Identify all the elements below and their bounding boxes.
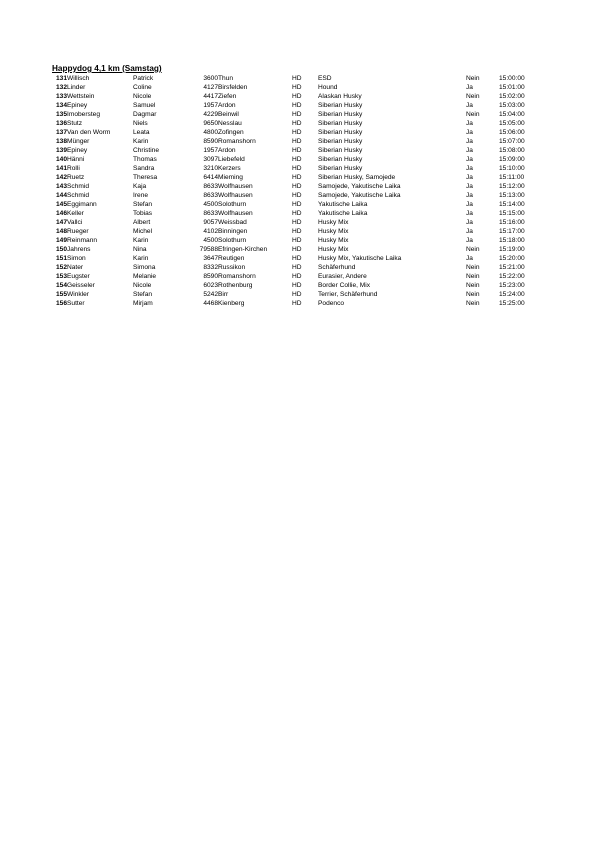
- start-time: 15:21:00: [499, 264, 525, 271]
- postal-code: 4417: [203, 93, 218, 100]
- postal-code: 8633: [203, 192, 218, 199]
- category: HD: [292, 246, 302, 253]
- last-name: Van den Worm: [67, 129, 111, 136]
- yes-no-flag: Ja: [466, 219, 473, 226]
- last-name: Willisch: [67, 75, 90, 82]
- start-number: 148: [55, 228, 67, 235]
- start-time: 15:12:00: [499, 183, 525, 190]
- table-row: [52, 209, 548, 218]
- yes-no-flag: Nein: [466, 291, 480, 298]
- first-name: Niels: [133, 120, 148, 127]
- yes-no-flag: Nein: [466, 246, 480, 253]
- last-name: Eggimann: [67, 201, 97, 208]
- yes-no-flag: Nein: [466, 282, 480, 289]
- yes-no-flag: Nein: [466, 264, 480, 271]
- yes-no-flag: Nein: [466, 75, 480, 82]
- category: HD: [292, 156, 302, 163]
- last-name: Reinmann: [67, 237, 98, 244]
- category: HD: [292, 237, 302, 244]
- city: Rothenburg: [218, 282, 253, 289]
- table-row: [52, 236, 548, 245]
- last-name: Keller: [67, 210, 84, 217]
- dog-breed: Husky Mix: [318, 228, 349, 235]
- start-number: 140: [55, 156, 67, 163]
- yes-no-flag: Ja: [466, 138, 473, 145]
- city: Kienberg: [218, 300, 245, 307]
- start-time: 15:02:00: [499, 93, 525, 100]
- dog-breed: Husky Mix, Yakutische Laika: [318, 255, 402, 262]
- postal-code: 3097: [203, 156, 218, 163]
- last-name: Schmid: [67, 192, 89, 199]
- city: Liebefeld: [218, 156, 245, 163]
- postal-code: 3600: [203, 75, 218, 82]
- table-row: [52, 128, 548, 137]
- start-number: 143: [55, 183, 67, 190]
- city: Reutigen: [218, 255, 245, 262]
- category: HD: [292, 273, 302, 280]
- start-time: 15:06:00: [499, 129, 525, 136]
- first-name: Melanie: [133, 273, 157, 280]
- city: Solothurn: [218, 201, 247, 208]
- category: HD: [292, 138, 302, 145]
- first-name: Patrick: [133, 75, 154, 82]
- category: HD: [292, 111, 302, 118]
- start-time: 15:04:00: [499, 111, 525, 118]
- postal-code: 9057: [203, 219, 218, 226]
- table-row: [52, 137, 548, 146]
- category: HD: [292, 282, 302, 289]
- category: HD: [292, 300, 302, 307]
- start-time: 15:05:00: [499, 120, 525, 127]
- postal-code: 4102: [203, 228, 218, 235]
- last-name: Jahrens: [67, 246, 91, 253]
- start-time: 15:15:00: [499, 210, 525, 217]
- postal-code: 3210: [203, 165, 218, 172]
- start-number: 149: [55, 237, 67, 244]
- last-name: Eugster: [67, 273, 90, 280]
- last-name: Linder: [67, 84, 86, 91]
- category: HD: [292, 84, 302, 91]
- yes-no-flag: Ja: [466, 84, 473, 91]
- postal-code: 4229: [203, 111, 218, 118]
- table-row: [52, 92, 548, 101]
- table-row: [52, 200, 548, 209]
- last-name: Vallci: [67, 219, 83, 226]
- table-row: [52, 191, 548, 200]
- last-name: Hänni: [67, 156, 85, 163]
- category: HD: [292, 120, 302, 127]
- yes-no-flag: Ja: [466, 174, 473, 181]
- start-time: 15:11:00: [499, 174, 525, 181]
- last-name: Imobersteg: [67, 111, 100, 118]
- start-time: 15:00:00: [499, 75, 525, 82]
- table-row: [52, 281, 548, 290]
- city: Wolfhausen: [218, 192, 253, 199]
- yes-no-flag: Ja: [466, 228, 473, 235]
- dog-breed: Schäferhund: [318, 264, 356, 271]
- city: Ardon: [218, 147, 236, 154]
- yes-no-flag: Nein: [466, 93, 480, 100]
- first-name: Sandra: [133, 165, 155, 172]
- category: HD: [292, 129, 302, 136]
- dog-breed: Border Collie, Mix: [318, 282, 371, 289]
- category: HD: [292, 219, 302, 226]
- table-row: [52, 173, 548, 182]
- city: Binningen: [218, 228, 248, 235]
- start-time: 15:07:00: [499, 138, 525, 145]
- start-number: 147: [55, 219, 67, 226]
- table-row: [52, 119, 548, 128]
- first-name: Karin: [133, 255, 149, 262]
- category: HD: [292, 147, 302, 154]
- city: Ziefen: [218, 93, 237, 100]
- last-name: Epiney: [67, 147, 88, 154]
- table-row: [52, 218, 548, 227]
- yes-no-flag: Ja: [466, 147, 473, 154]
- dog-breed: Siberian Husky: [318, 102, 363, 109]
- postal-code: 8633: [203, 210, 218, 217]
- first-name: Irene: [133, 192, 149, 199]
- last-name: Geisseler: [67, 282, 95, 289]
- last-name: Stutz: [67, 120, 83, 127]
- last-name: Simon: [67, 255, 86, 262]
- yes-no-flag: Ja: [466, 183, 473, 190]
- table-row: [52, 83, 548, 92]
- last-name: Ruetz: [67, 174, 85, 181]
- yes-no-flag: Ja: [466, 120, 473, 127]
- postal-code: 8590: [203, 138, 218, 145]
- start-number: 145: [55, 201, 67, 208]
- first-name: Tobias: [133, 210, 153, 217]
- postal-code: 4468: [203, 300, 218, 307]
- start-number: 142: [55, 174, 67, 181]
- start-number: 141: [55, 165, 67, 172]
- dog-breed: Eurasier, Andere: [318, 273, 367, 280]
- start-number: 133: [55, 93, 67, 100]
- dog-breed: Yakutische Laika: [318, 201, 368, 208]
- start-time: 15:16:00: [499, 219, 525, 226]
- city: Beinwil: [218, 111, 239, 118]
- dog-breed: ESD: [318, 75, 332, 82]
- postal-code: 8332: [203, 264, 218, 271]
- dog-breed: Terrier, Schäferhund: [318, 291, 378, 298]
- last-name: Winkler: [67, 291, 89, 298]
- start-time: 15:23:00: [499, 282, 525, 289]
- category: HD: [292, 228, 302, 235]
- city: Birr: [218, 291, 229, 298]
- start-time: 15:22:00: [499, 273, 525, 280]
- category: HD: [292, 174, 302, 181]
- city: Zofingen: [218, 129, 244, 136]
- start-time: 15:19:00: [499, 246, 525, 253]
- dog-breed: Podenco: [318, 300, 345, 307]
- start-time: 15:14:00: [499, 201, 525, 208]
- table-row: [52, 101, 548, 110]
- city: Nesslau: [218, 120, 242, 127]
- yes-no-flag: Ja: [466, 156, 473, 163]
- start-number: 154: [55, 282, 67, 289]
- first-name: Leata: [133, 129, 150, 136]
- start-time: 15:13:00: [499, 192, 525, 199]
- postal-code: 4800: [203, 129, 218, 136]
- city: Romanshorn: [218, 138, 256, 145]
- first-name: Samuel: [133, 102, 156, 109]
- start-number: 132: [55, 84, 67, 91]
- dog-breed: Siberian Husky: [318, 165, 363, 172]
- table-row: [52, 245, 548, 254]
- last-name: Rolli: [67, 165, 80, 172]
- start-number: 150: [55, 246, 67, 253]
- postal-code: 6023: [203, 282, 218, 289]
- city: Solothurn: [218, 237, 247, 244]
- postal-code: 9650: [203, 120, 218, 127]
- start-number: 153: [55, 273, 67, 280]
- postal-code: 8590: [203, 273, 218, 280]
- postal-code: 4500: [203, 237, 218, 244]
- postal-code: 5242: [203, 291, 218, 298]
- table-row: [52, 299, 548, 308]
- dog-breed: Husky Mix: [318, 219, 349, 226]
- start-time: 15:20:00: [499, 255, 525, 262]
- first-name: Kaja: [133, 183, 147, 190]
- start-number: 135: [55, 111, 67, 118]
- yes-no-flag: Ja: [466, 165, 473, 172]
- table-row: [52, 164, 548, 173]
- city: Ardon: [218, 102, 236, 109]
- yes-no-flag: Ja: [466, 102, 473, 109]
- first-name: Dagmar: [133, 111, 157, 118]
- category: HD: [292, 264, 302, 271]
- start-number: 144: [55, 192, 67, 199]
- last-name: Epiney: [67, 102, 88, 109]
- dog-breed: Siberian Husky: [318, 129, 363, 136]
- category: HD: [292, 183, 302, 190]
- start-number: 139: [55, 147, 67, 154]
- start-number: 152: [55, 264, 67, 271]
- first-name: Thomas: [133, 156, 157, 163]
- first-name: Michel: [133, 228, 153, 235]
- last-name: Schmid: [67, 183, 89, 190]
- postal-code: 3647: [203, 255, 218, 262]
- yes-no-flag: Nein: [466, 300, 480, 307]
- postal-code: 4127: [203, 84, 218, 91]
- first-name: Nina: [133, 246, 147, 253]
- dog-breed: Husky Mix: [318, 246, 349, 253]
- table-row: [52, 290, 548, 299]
- yes-no-flag: Nein: [466, 111, 480, 118]
- first-name: Theresa: [133, 174, 158, 181]
- start-time: 15:24:00: [499, 291, 525, 298]
- start-list-body: [52, 74, 548, 308]
- city: Mieming: [218, 174, 243, 181]
- dog-breed: Siberian Husky: [318, 120, 363, 127]
- dog-breed: Alaskan Husky: [318, 93, 362, 100]
- first-name: Coline: [133, 84, 152, 91]
- city: Russikon: [218, 264, 246, 271]
- dog-breed: Siberian Husky: [318, 156, 363, 163]
- table-row: [52, 254, 548, 263]
- start-time: 15:01:00: [499, 84, 525, 91]
- category: HD: [292, 210, 302, 217]
- last-name: Münger: [67, 138, 90, 145]
- last-name: Rueger: [67, 228, 89, 235]
- yes-no-flag: Ja: [466, 129, 473, 136]
- start-time: 15:03:00: [499, 102, 525, 109]
- start-number: 155: [55, 291, 67, 298]
- table-row: [52, 74, 548, 83]
- document-title: Happydog 4,1 km (Samstag): [52, 64, 162, 73]
- first-name: Karin: [133, 138, 149, 145]
- start-number: 151: [55, 255, 67, 262]
- first-name: Stefan: [133, 201, 153, 208]
- dog-breed: Hound: [318, 84, 338, 91]
- dog-breed: Husky Mix: [318, 237, 349, 244]
- start-number: 146: [55, 210, 67, 217]
- table-row: [52, 155, 548, 164]
- last-name: Nater: [67, 264, 84, 271]
- start-time: 15:25:00: [499, 300, 525, 307]
- table-row: [52, 272, 548, 281]
- table-row: [52, 263, 548, 272]
- postal-code: 6414: [203, 174, 218, 181]
- start-time: 15:10:00: [499, 165, 525, 172]
- city: Weissbad: [218, 219, 247, 226]
- category: HD: [292, 93, 302, 100]
- yes-no-flag: Ja: [466, 192, 473, 199]
- city: Thun: [218, 75, 234, 82]
- last-name: Sutter: [67, 300, 85, 307]
- postal-code: 79588: [199, 246, 218, 253]
- yes-no-flag: Ja: [466, 255, 473, 262]
- start-time: 15:18:00: [499, 237, 525, 244]
- dog-breed: Yakutische Laika: [318, 210, 368, 217]
- dog-breed: Samojede, Yakutische Laika: [318, 183, 401, 190]
- start-time: 15:08:00: [499, 147, 525, 154]
- start-time: 15:17:00: [499, 228, 525, 235]
- city: Birsfelden: [218, 84, 248, 91]
- table-row: [52, 110, 548, 119]
- first-name: Albert: [133, 219, 151, 226]
- postal-code: 1957: [203, 147, 218, 154]
- start-number: 134: [55, 102, 67, 109]
- first-name: Mirjam: [133, 300, 153, 307]
- postal-code: 8633: [203, 183, 218, 190]
- first-name: Karin: [133, 237, 149, 244]
- category: HD: [292, 102, 302, 109]
- category: HD: [292, 165, 302, 172]
- dog-breed: Siberian Husky: [318, 147, 363, 154]
- yes-no-flag: Ja: [466, 201, 473, 208]
- start-time: 15:09:00: [499, 156, 525, 163]
- yes-no-flag: Nein: [466, 273, 480, 280]
- category: HD: [292, 255, 302, 262]
- start-number: 136: [55, 120, 67, 127]
- first-name: Simona: [133, 264, 156, 271]
- first-name: Christine: [133, 147, 160, 154]
- table-row: [52, 182, 548, 191]
- dog-breed: Siberian Husky: [318, 111, 363, 118]
- yes-no-flag: Ja: [466, 237, 473, 244]
- postal-code: 4500: [203, 201, 218, 208]
- city: Wolfhausen: [218, 183, 253, 190]
- category: HD: [292, 291, 302, 298]
- category: HD: [292, 75, 302, 82]
- start-number: 138: [55, 138, 67, 145]
- dog-breed: Samojede, Yakutische Laika: [318, 192, 401, 199]
- dog-breed: Siberian Husky: [318, 138, 363, 145]
- postal-code: 1957: [203, 102, 218, 109]
- city: Wolfhausen: [218, 210, 253, 217]
- dog-breed: Siberian Husky, Samojede: [318, 174, 396, 181]
- category: HD: [292, 201, 302, 208]
- table-row: [52, 227, 548, 236]
- start-number: 131: [55, 75, 67, 82]
- first-name: Stefan: [133, 291, 153, 298]
- yes-no-flag: Ja: [466, 210, 473, 217]
- first-name: Nicole: [133, 282, 152, 289]
- start-number: 156: [55, 300, 67, 307]
- start-number: 137: [55, 129, 67, 136]
- start-list-table: [52, 74, 548, 308]
- first-name: Nicole: [133, 93, 152, 100]
- city: Kerzers: [218, 165, 241, 172]
- category: HD: [292, 192, 302, 199]
- city: Romanshorn: [218, 273, 256, 280]
- city: Efringen-Kirchen: [218, 246, 268, 253]
- table-row: [52, 146, 548, 155]
- last-name: Wettstein: [67, 93, 95, 100]
